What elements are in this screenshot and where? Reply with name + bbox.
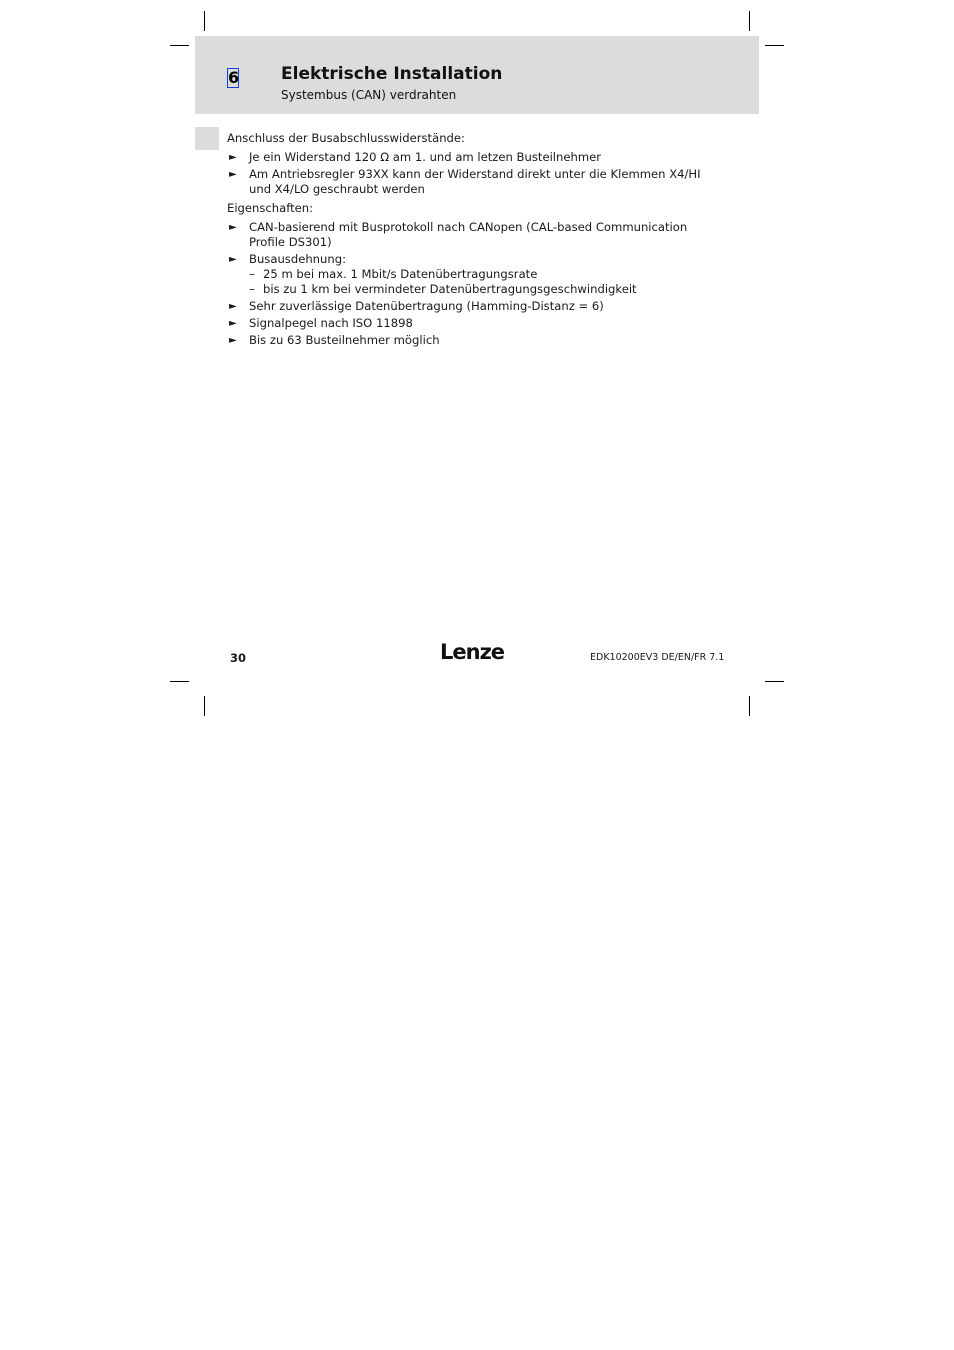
page-title: Elektrische Installation [281,64,503,84]
list-item [227,333,717,348]
sub-list-item [249,282,717,297]
chapter-header [195,36,759,114]
list-item-text: Am Antriebsregler 93XX kann der Widerstand direkt unter die Klemmen X4/HI und X4/LO geschraubt werden [249,167,701,196]
document-reference: EDK10200EV3 DE/EN/FR 7.1 [590,652,725,663]
dash-icon: – [249,267,255,281]
termination-list [227,150,717,197]
margin-marker [195,127,219,150]
dash-icon: – [249,282,255,296]
list-item-text: Busausdehnung: [249,252,346,266]
page-number: 30 [230,651,247,665]
sub-list-item-text: 25 m bei max. 1 Mbit/s Datenübertragungsrate [263,267,538,281]
termination-intro: Anschluss der Busabschlusswiderstände: [227,131,465,145]
list-item-text: Signalpegel nach ISO 11898 [249,316,413,330]
black-right-triangle-icon: ► [229,254,237,265]
black-right-triangle-icon: ► [229,222,237,233]
list-item [227,167,717,197]
sub-list-item [249,267,717,282]
list-item [227,220,717,250]
properties-list [227,220,717,348]
black-right-triangle-icon: ► [229,335,237,346]
crop-mark-bottom-left-vertical [204,696,205,716]
page-subtitle: Systembus (CAN) verdrahten [281,88,457,102]
crop-mark-bottom-right-horizontal [765,681,784,682]
crop-mark-top-right-horizontal [765,45,784,46]
crop-mark-top-left-horizontal [170,45,189,46]
list-item [227,252,717,297]
lenze-logo: Lenze [440,640,505,664]
list-item [227,150,717,165]
black-right-triangle-icon: ► [229,152,237,163]
body-content [227,131,717,352]
sub-list-item-text: bis zu 1 km bei vermindeter Datenübertragungsgeschwindigkeit [263,282,637,296]
list-item [227,316,717,331]
black-right-triangle-icon: ► [229,169,237,180]
crop-mark-top-right-vertical [749,11,750,31]
properties-label: Eigenschaften: [227,201,314,215]
list-item-text: Bis zu 63 Busteilnehmer möglich [249,333,440,347]
list-item-text: CAN-basierend mit Busprotokoll nach CANopen (CAL-based Communication Profile DS301) [249,220,688,249]
chapter-number[interactable]: 6 [228,68,240,87]
extent-sublist [249,267,717,297]
crop-mark-bottom-right-vertical [749,696,750,716]
crop-mark-top-left-vertical [204,11,205,31]
list-item [227,299,717,314]
list-item-text: Je ein Widerstand 120 Ω am 1. und am letzen Busteilnehmer [249,150,602,164]
list-item-text: Sehr zuverlässige Datenübertragung (Hamming-Distanz = 6) [249,299,604,313]
crop-mark-bottom-left-horizontal [170,681,189,682]
black-right-triangle-icon: ► [229,318,237,329]
black-right-triangle-icon: ► [229,301,237,312]
